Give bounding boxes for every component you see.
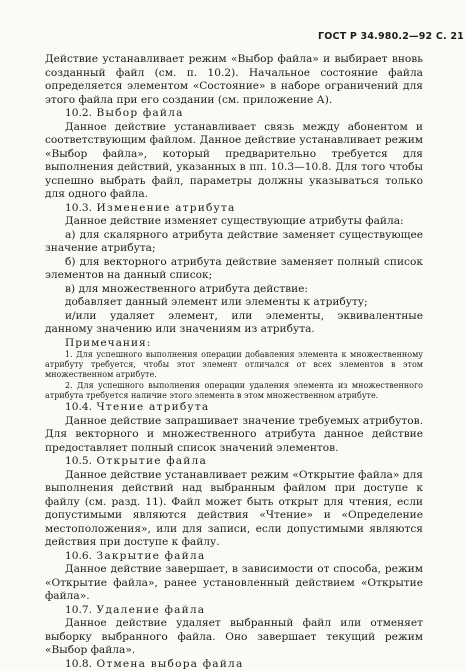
section-heading <box>45 401 423 415</box>
note-item: 1. Для успешного выполнения операции добавления элемента к множественному атрибуту требуется, чтобы этот элемент отличался от всех элементов в этом множественном атрибуте. <box>45 350 423 380</box>
section-number: 10.4. <box>65 401 92 414</box>
section-title: Открытие файла <box>96 455 207 468</box>
section-title: Изменение атрибута <box>96 201 236 214</box>
document-body <box>45 53 423 671</box>
section-title: Удаление файла <box>96 603 206 616</box>
section-heading <box>45 107 423 121</box>
section-number: 10.6. <box>65 549 92 562</box>
paragraph: Данное действие устанавливает связь между абонентом и соответствующим файлом. Данное действие устанавливает режим «Выбор файла», который предварительно требуется для выполнения действий, указанных в пп. 10.3—10.8. Для того чтобы успешно выбрать файл, параметры должны указываться только для одного файла. <box>45 120 423 200</box>
section-number: 10.7. <box>65 603 92 616</box>
paragraph: Действие устанавливает режим «Выбор файла» и выбирает вновь созданный файл (см. п. 10.2). Начальное состояние файла определяется элементом «Состояние» в наборе ограничений для этого файла при его создании (см. приложение А). <box>45 53 423 106</box>
section-number: 10.3. <box>65 201 92 214</box>
notes-title: Примечания: <box>65 336 152 349</box>
paragraph: и/или удаляет элемент, или элементы, эквивалентные данному значению или значениям из атрибута. <box>45 309 423 335</box>
section-heading <box>45 455 423 469</box>
section-title: Отмена выбора файла <box>96 657 244 670</box>
paragraph: а) для скалярного атрибута действие заменяет существующее значение атрибута; <box>45 228 423 254</box>
section-number: 10.2. <box>65 107 92 119</box>
paragraph: Данное действие устанавливает режим «Открытие файла» для выполнения действий над выбранным файлом при доступе к файлу (см. разд. 11). Файл может быть открыт для чтения, если допустимыми являются действия «Чтение» и «Определение местоположения», или для записи, если допустимыми являются действия при доступе к файлу. <box>45 468 423 549</box>
page-header: ГОСТ Р 34.980.2—92 С. 21 <box>318 31 464 42</box>
section-heading <box>45 202 423 216</box>
paragraph: добавляет данный элемент или элементы к атрибуту; <box>65 296 368 308</box>
section-heading <box>45 604 423 618</box>
section-title: Чтение атрибута <box>96 401 210 414</box>
section-number: 10.8. <box>65 657 92 670</box>
section-title: Закрытие файла <box>96 549 206 562</box>
paragraph: Данное действие удаляет выбранный файл или отменяет выборку выбранного файла. Оно завершает текущий режим «Выбор файла». <box>45 617 423 657</box>
paragraph: Данное действие изменяет существующие атрибуты файла: <box>65 215 404 227</box>
paragraph: Данное действие завершает, в зависимости от способа, режим «Открытие файла», ранее установленный действием «Открытие файла». <box>45 563 423 603</box>
section-number: 10.5. <box>65 455 92 468</box>
paragraph: Данное действие запрашивает значение требуемых атрибутов. Для векторного и множественного атрибута данное действие предоставляет полный список значений элементов. <box>45 414 423 454</box>
note-item: 2. Для успешного выполнения операции удаления элемента из множественного атрибута требуется наличие этого элемента в этом множественном атрибуте. <box>45 380 423 400</box>
section-heading <box>45 658 423 671</box>
section-title: Выбор файла <box>96 107 184 119</box>
paragraph: б) для векторного атрибута действие заменяет полный список элементов на данный список; <box>45 255 423 281</box>
paragraph: в) для множественного атрибута действие: <box>65 282 308 295</box>
section-heading <box>45 550 423 564</box>
